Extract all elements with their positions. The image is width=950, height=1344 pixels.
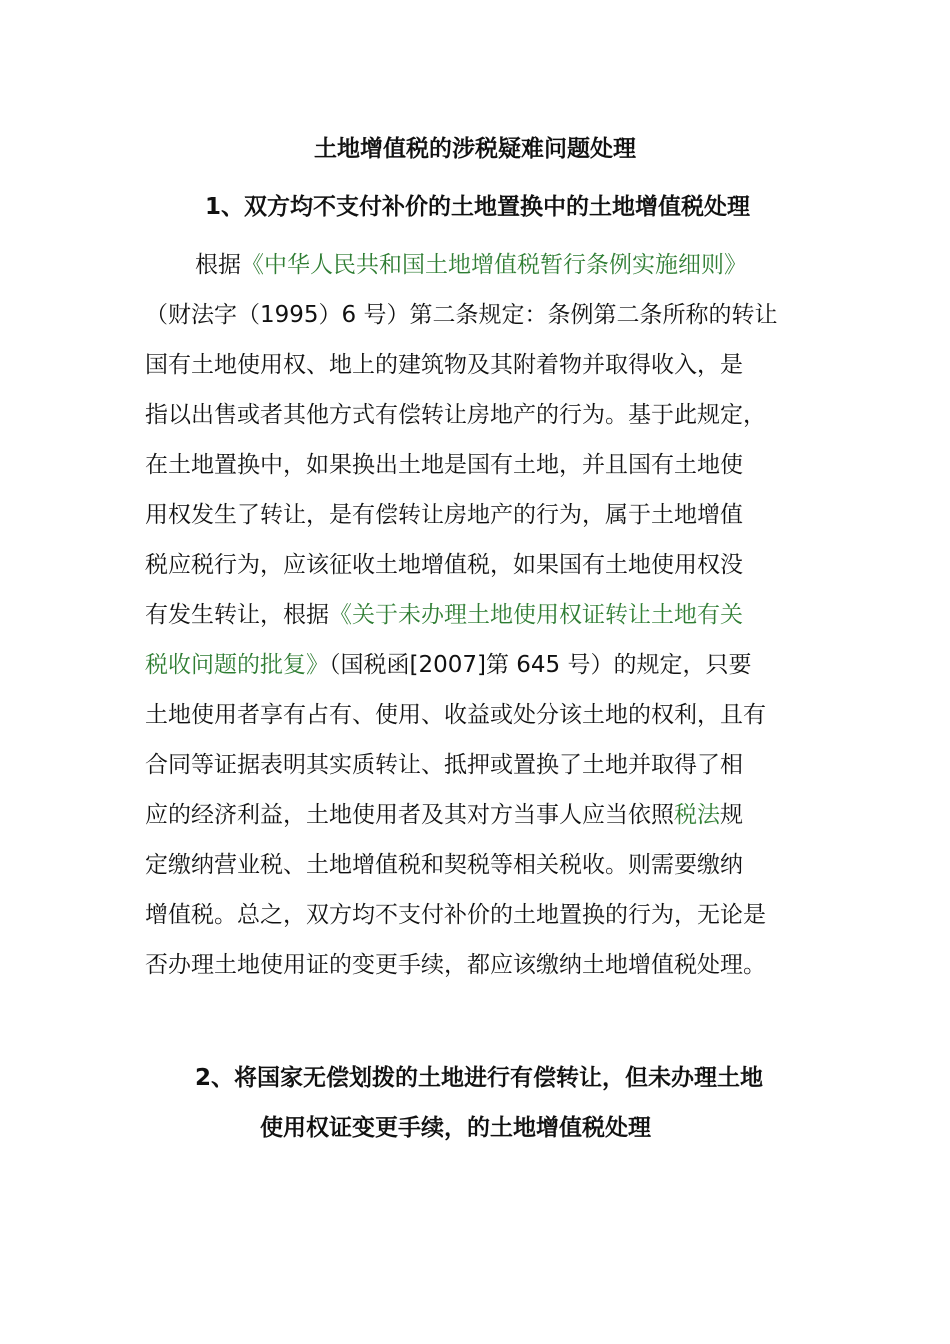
paragraph-line: 指以出售或者其他方式有偿转让房地产的行为。基于此规定， [145,402,766,428]
paragraph-line: 在土地置换中，如果换出土地是国有土地，并且国有土地使 [145,452,743,478]
paragraph-line [145,590,777,640]
regulation-link[interactable]: 《中华人民共和国土地增值税暂行条例实施细则》 [241,252,747,278]
approval-link-continued[interactable]: 税收问题的批复》 [145,652,329,678]
line-text: 有发生转让，根据 [145,602,329,628]
paragraph-line [145,790,777,840]
line-text: （国税函[2007]第 645 号）的规定，只要 [329,652,752,678]
paragraph-line: 税应税行为，应该征收土地增值税，如果国有土地使用权没 [145,552,743,578]
page-title: 土地增值税的涉税疑难问题处理 [314,136,636,162]
section-2-heading [195,1053,763,1153]
section-2-heading-line-1: 2、将国家无偿划拨的土地进行有偿转让，但未办理土地 [195,1065,764,1091]
section-1-heading: 1、双方均不支付补价的土地置换中的土地增值税处理 [205,194,751,220]
line-text: 规 [720,802,743,828]
paragraph-line [145,640,777,690]
line-text: 根据 [195,252,241,278]
line-text: 应的经济利益，土地使用者及其对方当事人应当依照 [145,802,674,828]
paragraph-line: 定缴纳营业税、土地增值税和契税等相关税收。则需要缴纳 [145,852,743,878]
paragraph-line: 国有土地使用权、地上的建筑物及其附着物并取得收入，是 [145,352,743,378]
paragraph-line: 否办理土地使用证的变更手续，都应该缴纳土地增值税处理。 [145,952,766,978]
section-1-paragraph [145,240,777,990]
approval-link[interactable]: 《关于未办理土地使用权证转让土地有关 [329,602,743,628]
paragraph-line: 增值税。总之，双方均不支付补价的土地置换的行为，无论是 [145,902,766,928]
tax-law-link[interactable]: 税法 [674,802,720,828]
section-2-heading-line-2: 使用权证变更手续，的土地增值税处理 [260,1115,651,1141]
paragraph-line [145,240,777,290]
paragraph-line: 用权发生了转让，是有偿转让房地产的行为，属于土地增值 [145,502,743,528]
paragraph-line: 土地使用者享有占有、使用、收益或处分该土地的权利，且有 [145,702,766,728]
paragraph-line: 合同等证据表明其实质转让、抵押或置换了土地并取得了相 [145,752,743,778]
paragraph-line: （财法字（1995）6 号）第二条规定：条例第二条所称的转让 [145,302,778,328]
